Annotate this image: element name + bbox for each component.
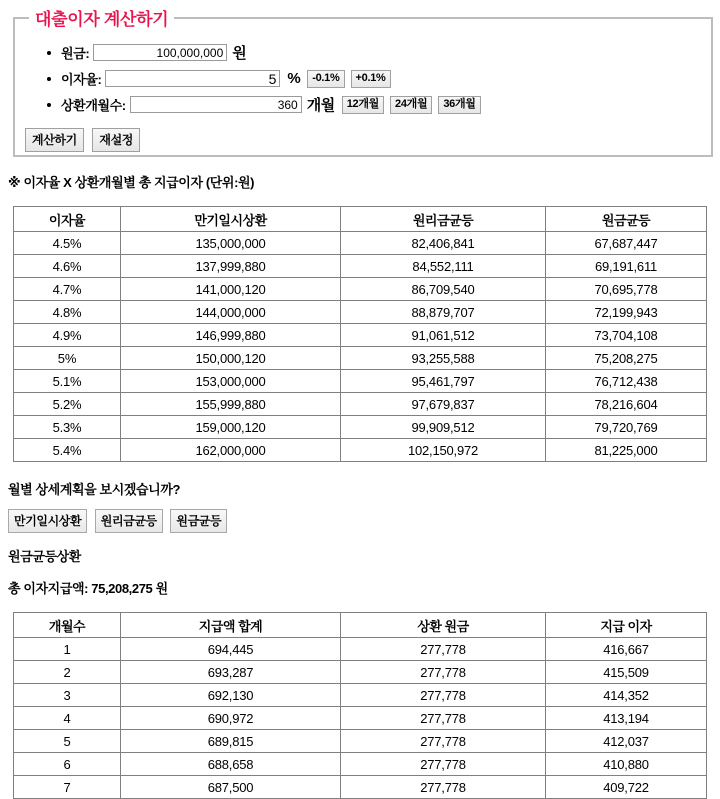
table-cell: 137,999,880 bbox=[121, 255, 341, 278]
table-header-row bbox=[14, 613, 707, 638]
table-cell: 5 bbox=[14, 730, 121, 753]
table-cell: 102,150,972 bbox=[341, 439, 546, 462]
table-row bbox=[14, 301, 707, 324]
calculator-field-list bbox=[15, 40, 711, 117]
table-row bbox=[14, 347, 707, 370]
table-cell: 4.8% bbox=[14, 301, 121, 324]
monthly-schedule-table bbox=[13, 612, 707, 799]
table-cell: 72,199,943 bbox=[546, 301, 707, 324]
summary-header-bullet: 만기일시상환 bbox=[121, 207, 341, 232]
table-row bbox=[14, 232, 707, 255]
table-header-row bbox=[14, 207, 707, 232]
rate-increment-button[interactable]: +0.1% bbox=[351, 70, 391, 88]
calculate-button[interactable]: 계산하기 bbox=[25, 128, 84, 152]
table-cell: 81,225,000 bbox=[546, 439, 707, 462]
table-cell: 84,552,111 bbox=[341, 255, 546, 278]
table-cell: 82,406,841 bbox=[341, 232, 546, 255]
table-cell: 277,778 bbox=[341, 707, 546, 730]
preset-12-months-button[interactable]: 12개월 bbox=[342, 96, 384, 114]
table-row bbox=[14, 416, 707, 439]
table-cell: 1 bbox=[14, 638, 121, 661]
table-row bbox=[14, 661, 707, 684]
interest-rate-label: 이자율: bbox=[61, 72, 102, 87]
table-cell: 410,880 bbox=[546, 753, 707, 776]
table-cell: 689,815 bbox=[121, 730, 341, 753]
table-row bbox=[14, 255, 707, 278]
interest-summary-table bbox=[13, 206, 707, 462]
table-cell: 4 bbox=[14, 707, 121, 730]
table-cell: 277,778 bbox=[341, 753, 546, 776]
summary-header-annuity: 원리금균등 bbox=[341, 207, 546, 232]
summary-header-equal-principal: 원금균등 bbox=[546, 207, 707, 232]
monthly-plan-prompt: 월별 상세계획을 보시겠습니까? bbox=[8, 482, 181, 497]
table-cell: 277,778 bbox=[341, 661, 546, 684]
table-row bbox=[14, 707, 707, 730]
table-cell: 413,194 bbox=[546, 707, 707, 730]
schedule-table-body bbox=[14, 638, 707, 799]
table-cell: 414,352 bbox=[546, 684, 707, 707]
table-cell: 409,722 bbox=[546, 776, 707, 799]
schedule-header-payment-total: 지급액 합계 bbox=[121, 613, 341, 638]
table-cell: 86,709,540 bbox=[341, 278, 546, 301]
plan-annuity-button[interactable]: 원리금균등 bbox=[95, 509, 163, 533]
table-cell: 5% bbox=[14, 347, 121, 370]
table-cell: 5.2% bbox=[14, 393, 121, 416]
table-cell: 277,778 bbox=[341, 776, 546, 799]
table-cell: 692,130 bbox=[121, 684, 341, 707]
table-row bbox=[14, 439, 707, 462]
table-cell: 3 bbox=[14, 684, 121, 707]
table-cell: 687,500 bbox=[121, 776, 341, 799]
preset-36-months-button[interactable]: 36개월 bbox=[438, 96, 480, 114]
table-row bbox=[14, 638, 707, 661]
table-cell: 153,000,000 bbox=[121, 370, 341, 393]
interest-rate-unit-label: % bbox=[287, 70, 301, 87]
loan-calculator-panel bbox=[13, 5, 713, 157]
table-cell: 93,255,588 bbox=[341, 347, 546, 370]
table-cell: 76,712,438 bbox=[546, 370, 707, 393]
table-cell: 4.6% bbox=[14, 255, 121, 278]
table-cell: 415,509 bbox=[546, 661, 707, 684]
term-months-input[interactable] bbox=[130, 96, 302, 113]
selected-plan-title: 원금균등상환 bbox=[8, 549, 81, 564]
principal-input[interactable] bbox=[93, 44, 227, 61]
plan-type-button-row bbox=[8, 509, 720, 533]
principal-unit-label: 원 bbox=[232, 45, 247, 62]
table-cell: 97,679,837 bbox=[341, 393, 546, 416]
schedule-header-interest: 지급 이자 bbox=[546, 613, 707, 638]
term-months-unit-label: 개월 bbox=[306, 97, 335, 114]
rate-decrement-button[interactable]: -0.1% bbox=[307, 70, 344, 88]
table-cell: 73,704,108 bbox=[546, 324, 707, 347]
table-cell: 150,000,120 bbox=[121, 347, 341, 370]
table-cell: 277,778 bbox=[341, 684, 546, 707]
table-cell: 70,695,778 bbox=[546, 278, 707, 301]
table-cell: 693,287 bbox=[121, 661, 341, 684]
table-row bbox=[14, 776, 707, 799]
reset-button[interactable]: 재설정 bbox=[92, 128, 140, 152]
table-cell: 2 bbox=[14, 661, 121, 684]
total-interest-paid: 총 이자지급액: 75,208,275 원 bbox=[8, 581, 168, 596]
table-row bbox=[14, 684, 707, 707]
table-row bbox=[14, 324, 707, 347]
table-cell: 159,000,120 bbox=[121, 416, 341, 439]
table-cell: 688,658 bbox=[121, 753, 341, 776]
table-cell: 88,879,707 bbox=[341, 301, 546, 324]
table-cell: 67,687,447 bbox=[546, 232, 707, 255]
table-row bbox=[14, 393, 707, 416]
table-cell: 75,208,275 bbox=[546, 347, 707, 370]
table-cell: 694,445 bbox=[121, 638, 341, 661]
table-cell: 4.7% bbox=[14, 278, 121, 301]
table-cell: 95,461,797 bbox=[341, 370, 546, 393]
summary-note: ※ 이자율 X 상환개월별 총 지급이자 (단위:원) bbox=[8, 175, 255, 190]
schedule-header-month: 개월수 bbox=[14, 613, 121, 638]
table-row bbox=[14, 370, 707, 393]
table-cell: 277,778 bbox=[341, 730, 546, 753]
calculator-action-row bbox=[25, 128, 711, 152]
table-cell: 416,667 bbox=[546, 638, 707, 661]
table-cell: 91,061,512 bbox=[341, 324, 546, 347]
plan-bullet-button[interactable]: 만기일시상환 bbox=[8, 509, 87, 533]
table-cell: 4.9% bbox=[14, 324, 121, 347]
principal-field-row bbox=[61, 40, 711, 65]
table-cell: 99,909,512 bbox=[341, 416, 546, 439]
table-cell: 4.5% bbox=[14, 232, 121, 255]
schedule-header-principal: 상환 원금 bbox=[341, 613, 546, 638]
principal-label: 원금: bbox=[61, 46, 90, 61]
table-cell: 79,720,769 bbox=[546, 416, 707, 439]
table-cell: 5.4% bbox=[14, 439, 121, 462]
table-cell: 412,037 bbox=[546, 730, 707, 753]
summary-header-rate: 이자율 bbox=[14, 207, 121, 232]
plan-equal-principal-button[interactable]: 원금균등 bbox=[170, 509, 227, 533]
table-row bbox=[14, 753, 707, 776]
interest-rate-field-row bbox=[61, 66, 711, 91]
table-cell: 7 bbox=[14, 776, 121, 799]
table-cell: 277,778 bbox=[341, 638, 546, 661]
table-cell: 5.1% bbox=[14, 370, 121, 393]
table-cell: 155,999,880 bbox=[121, 393, 341, 416]
term-months-field-row bbox=[61, 92, 711, 117]
table-cell: 69,191,611 bbox=[546, 255, 707, 278]
table-cell: 144,000,000 bbox=[121, 301, 341, 324]
table-row bbox=[14, 730, 707, 753]
table-cell: 135,000,000 bbox=[121, 232, 341, 255]
table-cell: 690,972 bbox=[121, 707, 341, 730]
panel-title: 대출이자 계산하기 bbox=[35, 10, 169, 29]
table-cell: 141,000,120 bbox=[121, 278, 341, 301]
table-cell: 78,216,604 bbox=[546, 393, 707, 416]
table-cell: 146,999,880 bbox=[121, 324, 341, 347]
table-cell: 5.3% bbox=[14, 416, 121, 439]
table-cell: 6 bbox=[14, 753, 121, 776]
summary-table-body bbox=[14, 232, 707, 462]
table-row bbox=[14, 278, 707, 301]
preset-24-months-button[interactable]: 24개월 bbox=[390, 96, 432, 114]
interest-rate-input[interactable] bbox=[105, 70, 280, 87]
table-cell: 162,000,000 bbox=[121, 439, 341, 462]
term-months-label: 상환개월수: bbox=[61, 98, 126, 113]
